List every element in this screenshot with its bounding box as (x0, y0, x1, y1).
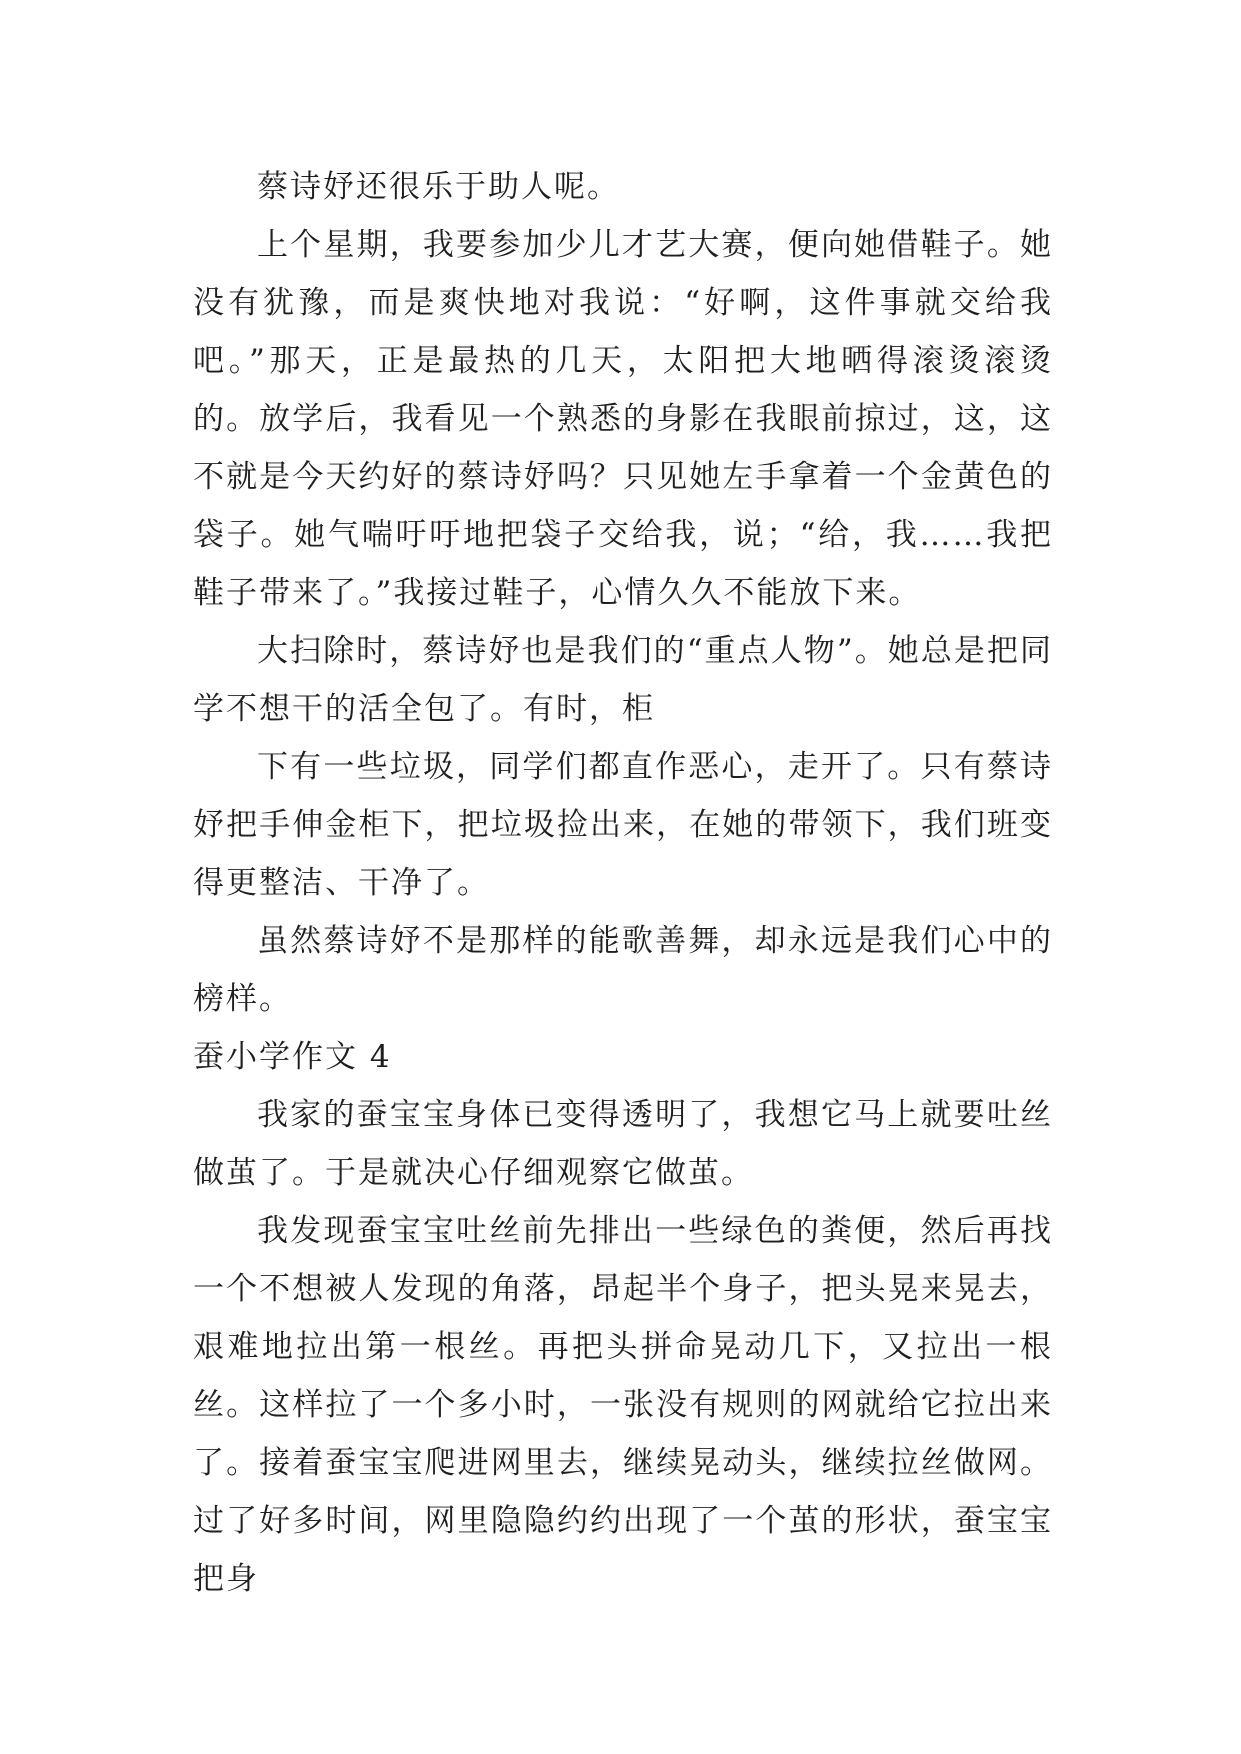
paragraph: 我发现蚕宝宝吐丝前先排出一些绿色的粪便，然后再找一个不想被人发现的角落，昂起半个身子，把头晃来晃去，艰难地拉出第一根丝。再把头拼命晃动几下，又拉出一根丝。这样拉了一个多小时，一张没有规则的网就给它拉出来了。接着蚕宝宝爬进网里去，继续晃动头，继续拉丝做网。过了好多时间，网里隐隐约约出现了一个茧的形状，蚕宝宝把身 (193, 1213, 1053, 1597)
paragraph: 我家的蚕宝宝身体已变得透明了，我想它马上就要吐丝做茧了。于是就决心仔细观察它做茧。 (193, 1097, 1053, 1191)
section-heading: 蚕小学作文 4 (193, 1039, 392, 1075)
paragraph: 蔡诗妤还很乐于助人呢。 (257, 169, 620, 205)
paragraph: 大扫除时，蔡诗妤也是我们的“重点人物”。她总是把同学不想干的活全包了。有时，柜 (193, 633, 1053, 727)
document-body (193, 158, 1053, 1608)
paragraph: 虽然蔡诗妤不是那样的能歌善舞，却永远是我们心中的榜样。 (193, 923, 1053, 1017)
paragraph: 下有一些垃圾，同学们都直作恶心，走开了。只有蔡诗妤把手伸金柜下，把垃圾捡出来，在她的带领下，我们班变得更整洁、干净了。 (193, 749, 1053, 901)
paragraph: 上个星期，我要参加少儿才艺大赛，便向她借鞋子。她没有犹豫，而是爽快地对我说：“好啊，这件事就交给我吧。”那天，正是最热的几天，太阳把大地晒得滚烫滚烫的。放学后，我看见一个熟悉的身影在我眼前掠过，这，这不就是今天约好的蔡诗妤吗？只见她左手拿着一个金黄色的袋子。她气喘吁吁地把袋子交给我，说；“给，我……我把鞋子带来了。”我接过鞋子，心情久久不能放下来。 (193, 227, 1053, 611)
